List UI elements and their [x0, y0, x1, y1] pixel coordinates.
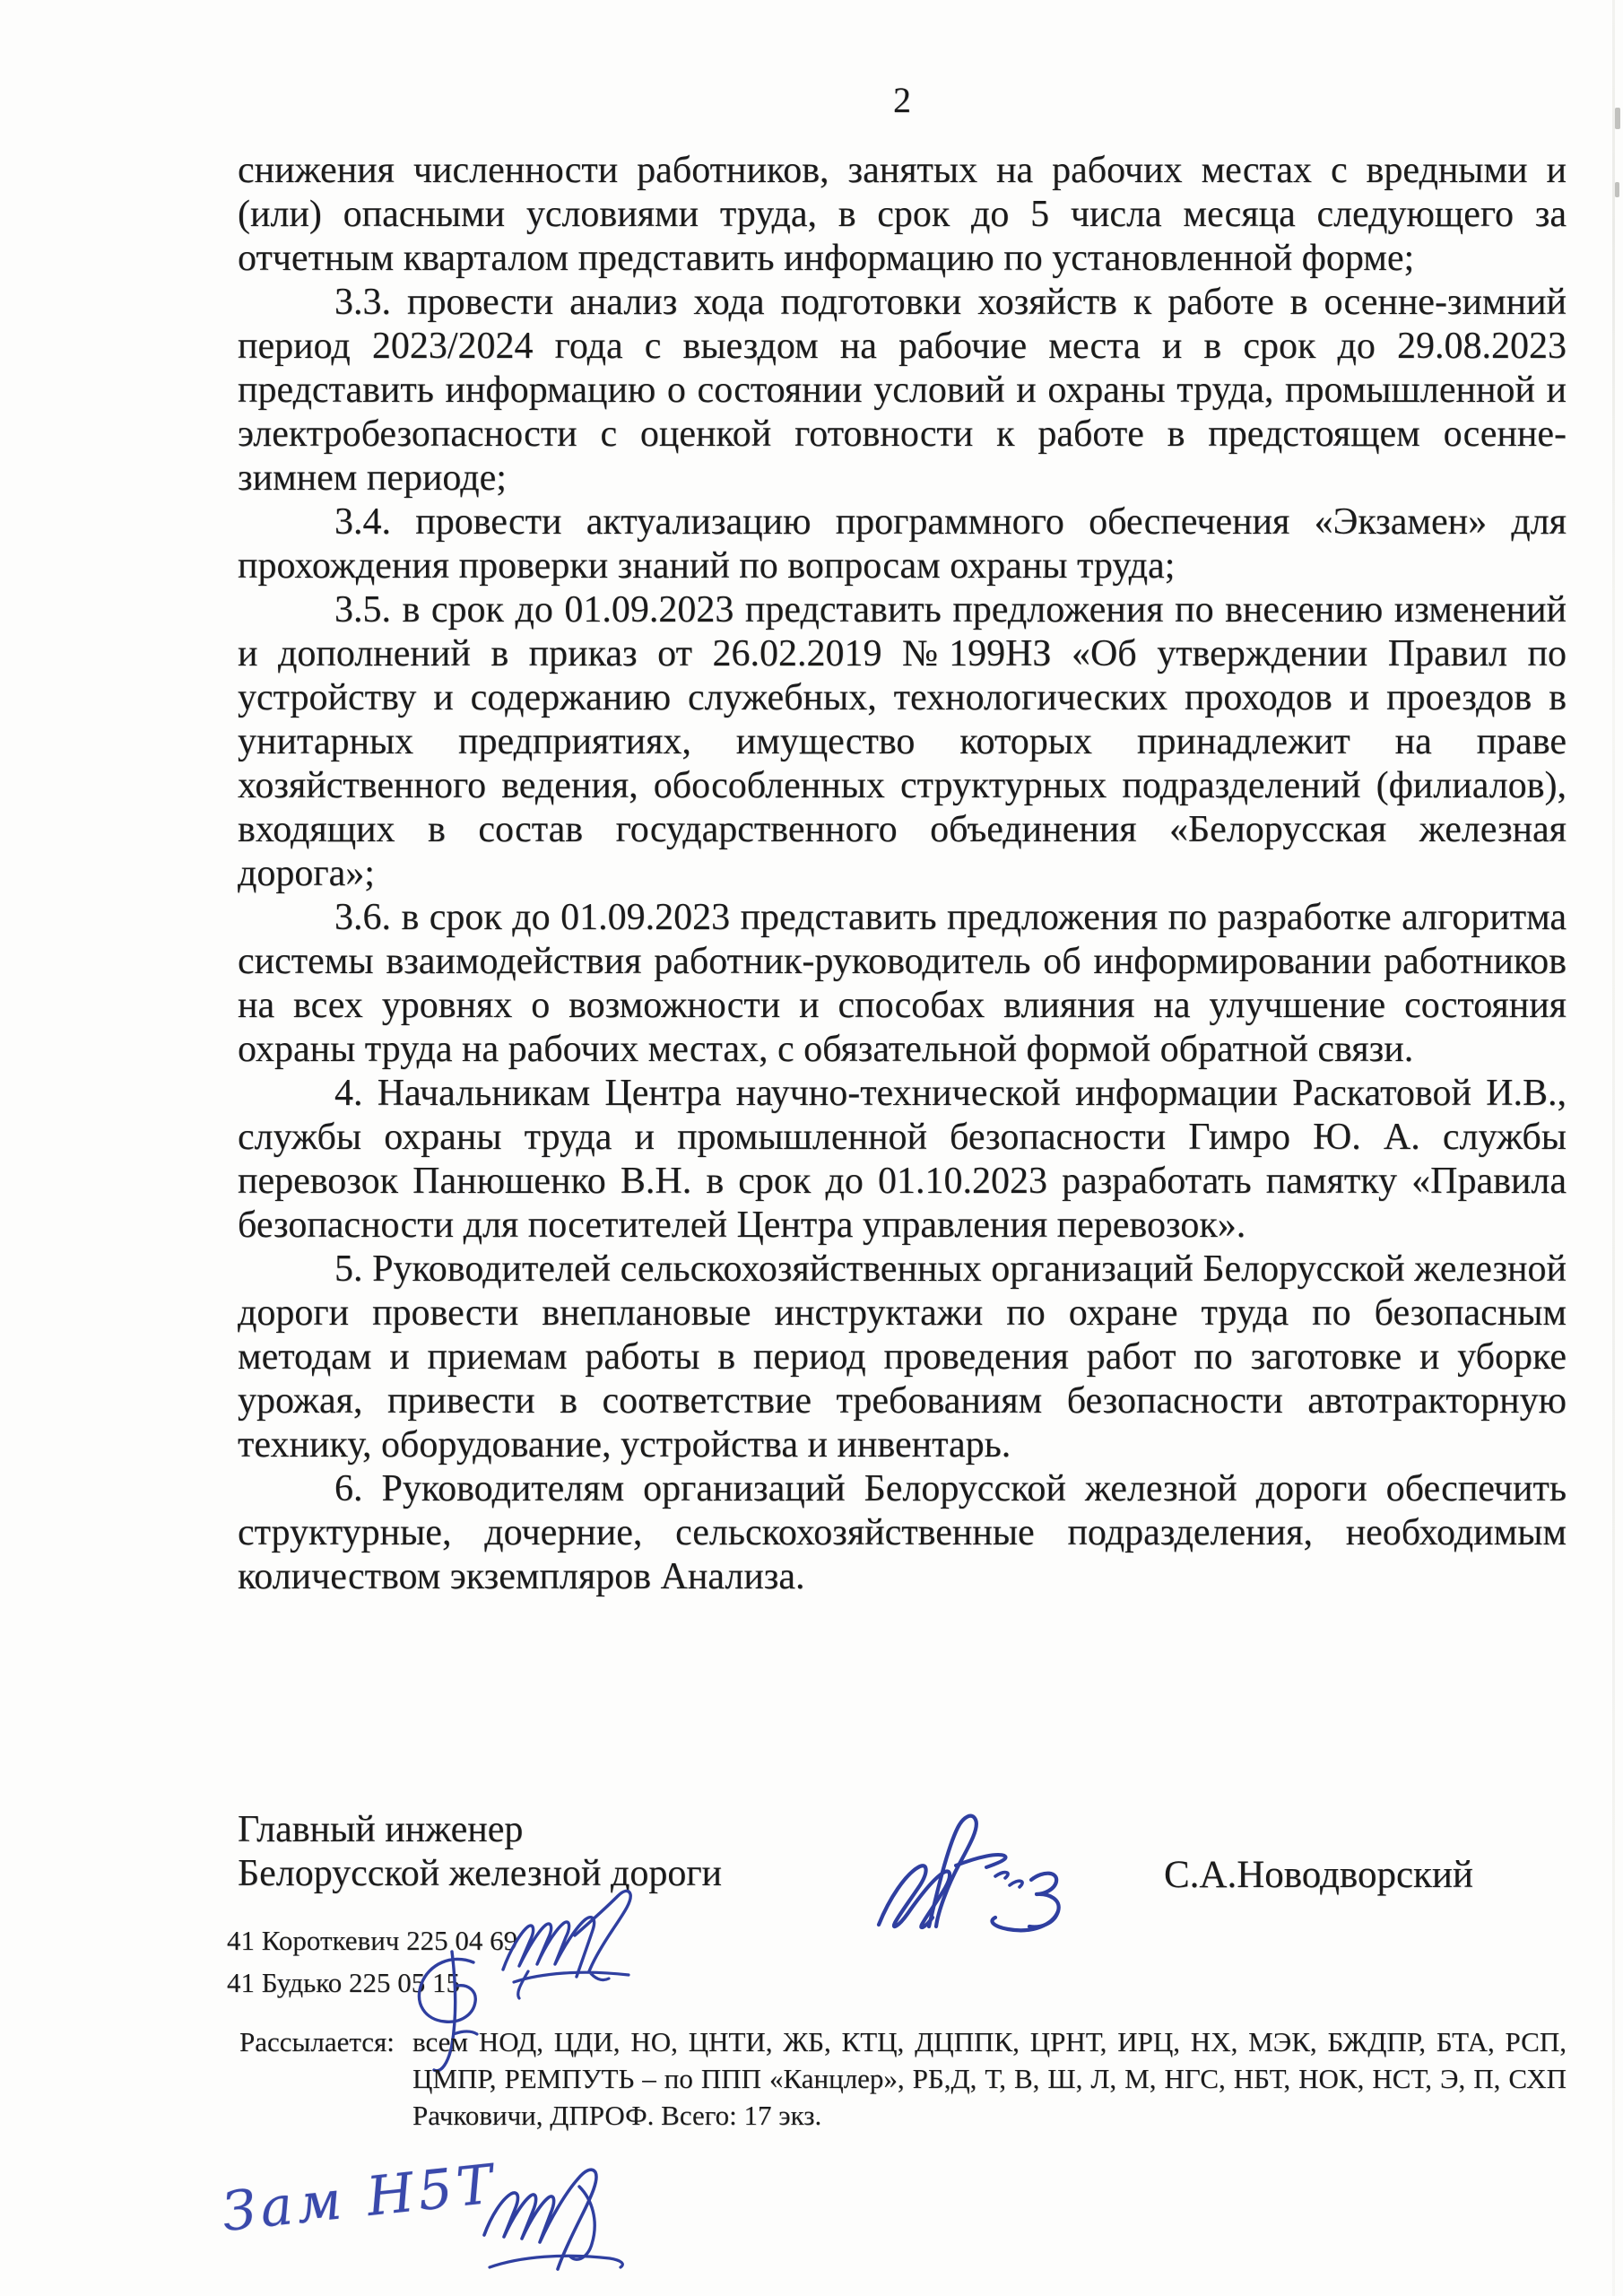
page-number: 2 — [893, 80, 911, 120]
paragraph-6: 6. Руководителям организаций Белорусской железной дороги обеспечить структурные, дочерние, сельскохозяйственные подразделения, необходимым количеством экземпляров Анализа. — [238, 1468, 1567, 1597]
scan-edge-mark — [1615, 182, 1619, 197]
handwritten-resolution-note: Зам Н5Т — [219, 2152, 500, 2244]
executor-contact-1: 41 Короткевич 225 04 69 — [227, 1925, 518, 1956]
executor-paraph-signature-1 — [496, 1883, 639, 2006]
handwritten-resolution-signature — [475, 2160, 655, 2290]
paragraph-3-6: 3.6. в срок до 01.09.2023 представить предложения по разработке алгоритма системы взаимодействия работник-руководитель об информировании работников на всех уровнях о возможности и способах влияния на улучшение состояния охраны труда на рабочих местах, с обязательной формой обратной связи. — [238, 897, 1567, 1070]
paragraph-continuation: снижения численности работников, занятых на рабочих местах с вредными и (или) опасными условиями труда, в срок до 5 числа месяца следующего за отчетным кварталом представить информацию по установленной форме; — [238, 150, 1567, 279]
paragraph-5: 5. Руководителей сельскохозяйственных организаций Белорусской железной дороги провести внеплановые инструктажи по охране труда по безопасным методам и приемам работы в период проведения работ по заготовке и уборке урожая, привести в соответствие требованиям безопасности автотракторную технику, оборудование, устройства и инвентарь. — [238, 1248, 1567, 1465]
signer-position — [238, 1808, 722, 1896]
executor-contact-2: 41 Будько 225 05 15 — [227, 1967, 460, 1998]
paragraph-3-4: 3.4. провести актуализацию программного обеспечения «Экзамен» для прохождения проверки знаний по вопросам охраны труда; — [238, 501, 1567, 587]
paragraph-3-3: 3.3. провести анализ хода подготовки хозяйств к работе в осенне-зимний период 2023/2024 года с выездом на рабочие места и в срок до 29.08.2023 представить информацию о состоянии условий и охраны труда, промышленной и электробезопасности с оценкой готовности к работе в предстоящем осенне-зимнем периоде; — [238, 282, 1567, 499]
scan-edge-artifact — [1612, 0, 1615, 2296]
paragraph-3-5: 3.5. в срок до 01.09.2023 представить предложения по внесению изменений и дополнений в приказ от 26.02.2019 №199НЗ «Об утверждении Правил по устройству и содержанию служебных, технологических проходов и проездов в унитарных предприятиях, имущество которых принадлежит на праве хозяйственного ведения, обособленных структурных подразделений (филиалов), входящих в состав государственного объединения «Белорусская железная дорога»; — [238, 589, 1567, 894]
distribution-label: Рассылается: — [239, 2026, 395, 2057]
signer-position-line1: Главный инженер — [238, 1809, 524, 1850]
chief-engineer-signature — [854, 1792, 1150, 1953]
document-body — [238, 149, 1567, 1599]
distribution-list — [239, 2023, 1567, 2134]
scan-edge-mark — [1615, 108, 1620, 129]
signer-name: С.А.Новодворский — [1164, 1854, 1473, 1896]
signer-position-line2: Белорусской железной дороги — [238, 1853, 723, 1894]
distribution-text: всем НОД, ЦДИ, НО, ЦНТИ, ЖБ, КТЦ, ДЦППК, ЦРНТ, ИРЦ, НХ, МЭК, БЖДПР, БТА, РСП, ЦМПР, РЕМПУТЬ – по ППП «Канцлер», РБ,Д, Т, В, Ш, Л, М, НГС, НБТ, НОК, НСТ, Э, П, СХП Рачковичи, ДПРОФ. Всего: 17 экз. — [412, 2026, 1567, 2131]
paragraph-4: 4. Начальникам Центра научно-технической информации Раскатовой И.В., службы охраны труда и промышленной безопасности Гимро Ю. А. службы перевозок Панюшенко В.Н. в срок до 01.10.2023 разработать памятку «Правила безопасности для посетителей Центра управления перевозок». — [238, 1073, 1567, 1246]
